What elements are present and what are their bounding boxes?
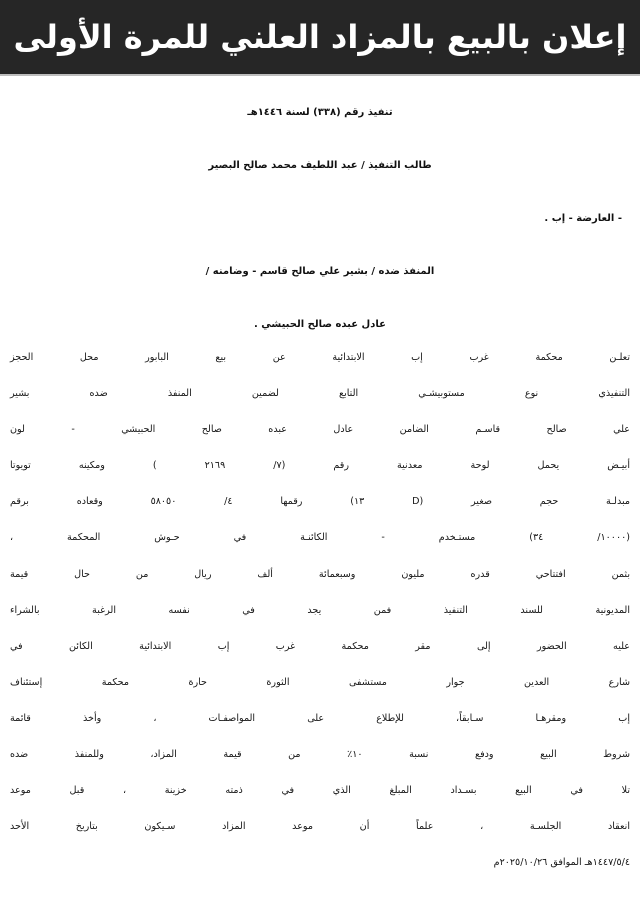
- body-line: تلا في البيع بسـداد المبلغ الذي في ذمته خزينة ، قبل موعد: [10, 785, 630, 797]
- claimant-line: طالب التنفيذ / عبد اللطيف محمد صالح البصير: [208, 160, 432, 171]
- body-line: مبدلـة حجم صغير (D ١٣) رقمها ٤/ ٥٨٠٥٠ وقعاده برقم: [10, 496, 631, 508]
- body-line: بثمن افتتاحي قدره مليون وسبعمائة ألف ريال من حال قيمة: [10, 568, 630, 580]
- body-line: عليه الحضور إلى مقر محكمة غرب إب الابتدائية الكائن في: [10, 640, 630, 652]
- body-line: أبيـض يحمل لوحة معدنية رقم (٧/ ٢١٦٩ ) ومكينه تويوتا: [10, 460, 630, 472]
- defendant-line: المنفذ ضده / بشير علي صالح قاسم - وضامنه /: [205, 266, 435, 277]
- guarantor-line: عادل عبده صالح الحبيشي .: [254, 319, 386, 330]
- body-line: تعلـن محكمة غرب إب الابتدائية عن بيع البابور محل الحجز: [10, 352, 630, 363]
- claimant-location-line: - العارضة - إب .: [544, 213, 622, 224]
- body-line: علي صالح قاسـم الضامن عادل عبده صالح الحبيشي - لون: [10, 424, 630, 436]
- case-number-line: تنفيذ رقم (٣٣٨) لسنة ١٤٤٦هـ: [247, 107, 393, 118]
- body-line: التنفيذي نوع مستوبيشـي التابع لضمين المنفذ ضده بشير: [10, 388, 630, 400]
- notice-title: إعلان بالبيع بالمزاد العلني للمرة الأولى: [13, 18, 627, 56]
- auction-date-line: ١٤٤٧/٥/٤هـ الموافق ٢٠٢٥/١٠/٢٦م: [493, 857, 630, 869]
- body-line: إب ومقرهـا سـابقاً، للإطلاع على المواصفـات ، وأخذ قائمة: [10, 712, 630, 724]
- notice-body: [10, 340, 630, 881]
- body-line: (١٠٠٠٠/ ٣٤) مستـخدم - الكائنـة في حـوش المحكمة ،: [10, 532, 630, 544]
- body-line: انعقاد الجلسـة ، علماً أن موعد المزاد سـيكون بتاريخ الأحد: [10, 821, 630, 833]
- body-line: شروط البيع ودفع نسبة ١٠٪ من قيمة المزاد، وللمنفذ ضده: [10, 749, 630, 761]
- case-details: [10, 86, 630, 351]
- title-bar: [0, 0, 640, 76]
- body-line: شارع العدين جوار مستشفى الثورة حارة محكمة إستئناف: [10, 676, 630, 688]
- body-line: المديونية للسند التنفيذ فمن يجد في نفسه الرغبة بالشراء: [10, 604, 630, 616]
